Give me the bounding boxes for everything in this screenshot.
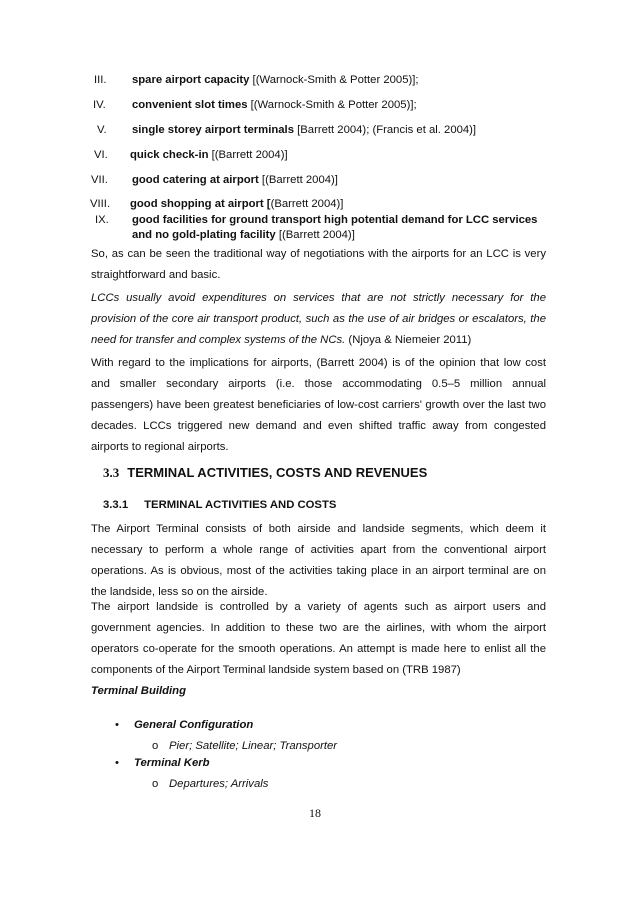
- list-item-citation: [(Barrett 2004)]: [275, 229, 355, 241]
- list-numeral: III.: [94, 74, 107, 86]
- paragraph-italic-text: LCCs usually avoid expenditures on services that are not strictly necessary for the provision of the core air transport product, such as the use of air bridges or escalators, the need for transfer and complex systems of the NCs.: [91, 292, 546, 346]
- list-item-bold: good shopping at airport [: [130, 198, 271, 210]
- list-item-bold: single storey airport terminals: [132, 124, 294, 136]
- list-numeral: VI.: [94, 149, 108, 161]
- terminal-building-heading: Terminal Building: [91, 685, 186, 697]
- sub-bullet-label: Departures; Arrivals: [169, 778, 269, 790]
- page-number: 18: [309, 806, 321, 820]
- bullet-dot-icon: •: [115, 757, 119, 769]
- list-item-bold: good facilities for ground transport high potential demand for LCC services and no gold-plating facility: [132, 214, 538, 241]
- list-item-bold: good catering at airport: [132, 174, 259, 186]
- list-item-bold: spare airport capacity: [132, 74, 250, 86]
- circle-bullet-icon: o: [152, 778, 159, 790]
- list-item: [82, 213, 562, 247]
- list-item-citation: [(Barrett 2004)]: [258, 174, 338, 186]
- paragraph: The Airport Terminal consists of both airside and landside segments, which deem it necessary to perform a whole range of activities apart from the conventional airport operations. As is obvious, most of the activities taking place in an airport terminal are on the landside, less so on the airside.: [91, 523, 546, 598]
- citation: (Njoya & Niemeier 2011): [345, 334, 472, 346]
- bullet-label: General Configuration: [134, 719, 254, 731]
- list-item-citation: (Barrett 2004)]: [270, 198, 344, 210]
- subsection-number: 3.3.1: [103, 499, 129, 511]
- section-heading: [103, 465, 427, 481]
- paragraph: So, as can be seen the traditional way of negotiations with the airports for an LCC is very straightforward and basic.: [91, 248, 546, 281]
- paragraph: The airport landside is controlled by a variety of agents such as airport users and government agencies. In addition to these two are the airlines, with whom the airport operators co-operate for the smooth operations. An attempt is made here to enlist all the components of the Airport Terminal landside system based on (TRB 1987): [91, 601, 546, 676]
- subsection-title: TERMINAL ACTIVITIES AND COSTS: [144, 499, 337, 511]
- list-numeral: VIII.: [90, 198, 111, 210]
- list-numeral: IV.: [93, 99, 106, 111]
- list-item-bold: convenient slot times: [132, 99, 248, 111]
- bullet-dot-icon: •: [115, 719, 119, 731]
- list-item-citation: [Barrett 2004); (Francis et al. 2004)]: [293, 124, 477, 136]
- paragraph: With regard to the implications for airports, (Barrett 2004) is of the opinion that low cost and smaller secondary airports (i.e. those accommodating 0.5–5 million annual passengers) have been greatest beneficiaries of low-cost carriers' growth over the last two decades. LCCs triggered new demand and even shifted traffic away from congested airports to regional airports.: [91, 357, 546, 453]
- section-number: 3.3: [103, 465, 120, 480]
- circle-bullet-icon: o: [152, 740, 159, 752]
- paragraph: [91, 288, 546, 351]
- sub-bullet-label: Pier; Satellite; Linear; Transporter: [169, 740, 338, 752]
- list-item-citation: [(Barrett 2004)]: [208, 149, 288, 161]
- list-numeral: IX.: [95, 214, 109, 226]
- list-item-citation: [(Warnock-Smith & Potter 2005)];: [249, 74, 419, 86]
- list-item-citation: [(Warnock-Smith & Potter 2005)];: [247, 99, 417, 111]
- list-numeral: VII.: [91, 174, 108, 186]
- subsection-heading: [103, 499, 336, 511]
- section-title: TERMINAL ACTIVITIES, COSTS AND REVENUES: [127, 465, 428, 480]
- list-numeral: V.: [97, 124, 107, 136]
- bullet-label: Terminal Kerb: [134, 757, 210, 769]
- list-item-bold: quick check-in: [130, 149, 209, 161]
